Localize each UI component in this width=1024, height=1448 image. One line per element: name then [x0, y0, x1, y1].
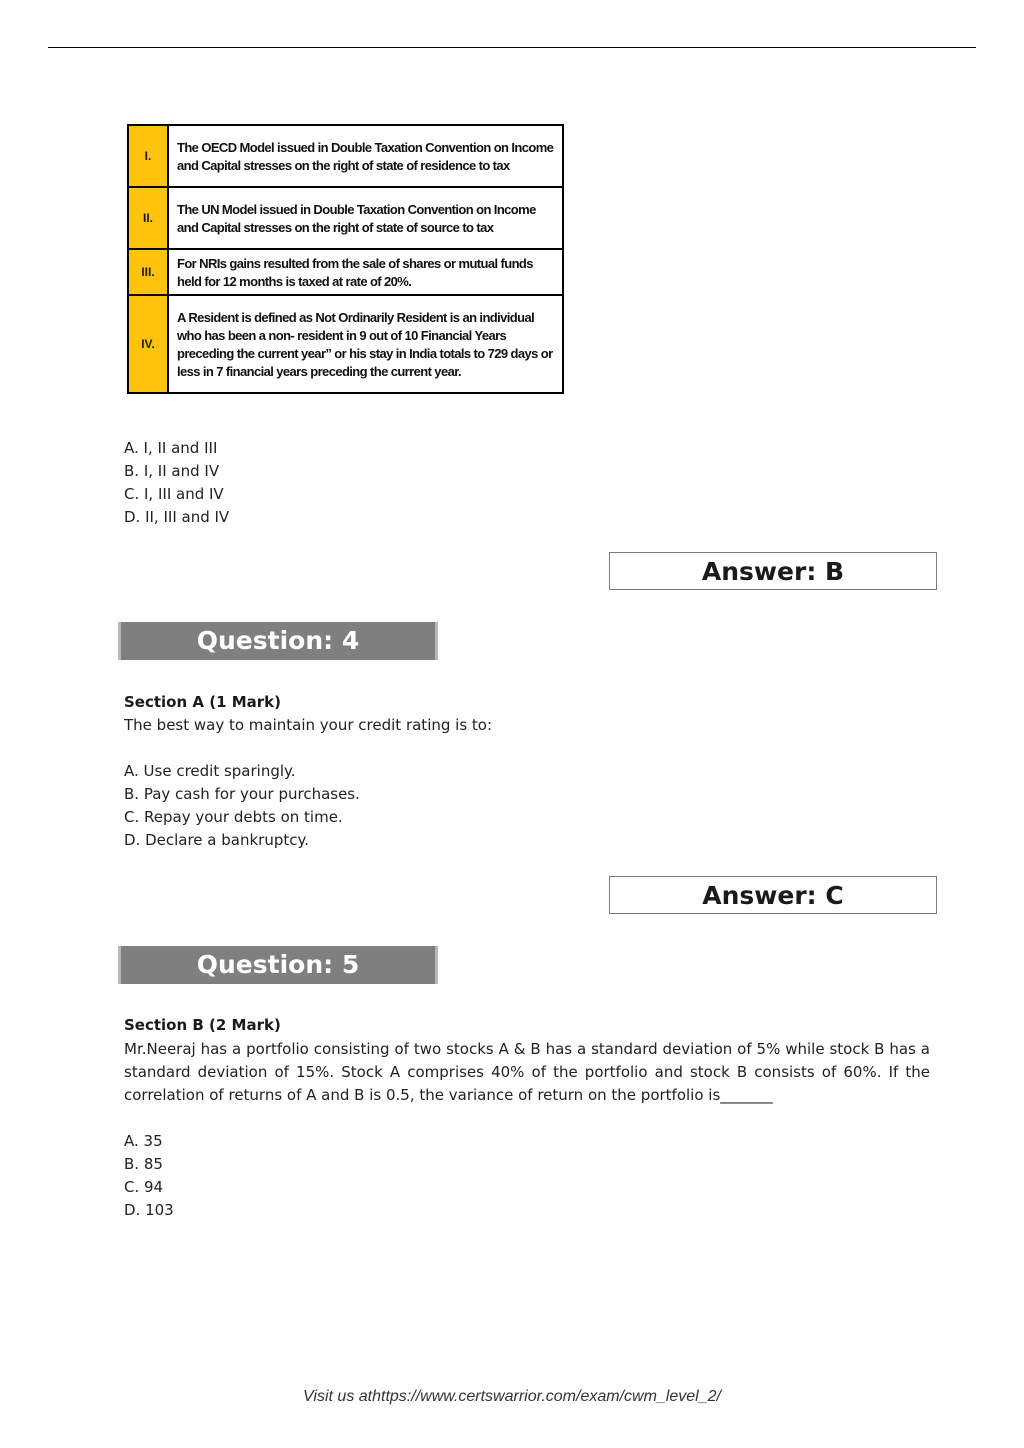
statement-number: III.	[128, 249, 168, 295]
option-a: A. Use credit sparingly.	[124, 762, 296, 780]
q5-options	[124, 1130, 174, 1222]
statement-number: II.	[128, 187, 168, 249]
statement-number: IV.	[128, 295, 168, 393]
option-b: B. 85	[124, 1155, 163, 1173]
statement-text: The UN Model issued in Double Taxation Convention on Income and Capital stresses on the right of state of source to tax	[168, 187, 563, 249]
q4-answer-box: Answer: C	[609, 876, 937, 914]
statement-text: The OECD Model issued in Double Taxation Convention on Income and Capital stresses on the right of state of residence to tax	[168, 125, 563, 187]
statement-row	[128, 249, 563, 295]
statements-table	[127, 124, 564, 394]
statement-row	[128, 187, 563, 249]
q3-answer-box: Answer: B	[609, 552, 937, 590]
option-d: D. 103	[124, 1201, 174, 1219]
option-d: D. II, III and IV	[124, 508, 230, 526]
option-c: C. Repay your debts on time.	[124, 808, 343, 826]
q5-question-text: Mr.Neeraj has a portfolio consisting of two stocks A & B has a standard deviation of 5% while stock B has a standard deviation of 15%. Stock A comprises 40% of the portfolio and stock B consists of 60%. If the correlation of returns of A and B is 0.5, the variance of return on the portfolio is_______	[124, 1040, 930, 1104]
question-4-banner: Question: 4	[118, 622, 438, 660]
header-rule	[48, 47, 976, 48]
q4-options	[124, 760, 360, 852]
q4-question-text: The best way to maintain your credit rating is to:	[124, 716, 493, 734]
statement-row	[128, 295, 563, 393]
option-a: A. 35	[124, 1132, 163, 1150]
question-5-banner: Question: 5	[118, 946, 438, 984]
q3-options	[124, 437, 229, 529]
footer-link[interactable]: Visit us athttps://www.certswarrior.com/exam/cwm_level_2/	[303, 1388, 721, 1405]
statement-number: I.	[128, 125, 168, 187]
statement-row	[128, 125, 563, 187]
q5-section-label: Section B (2 Mark)	[124, 1016, 281, 1034]
option-c: C. I, III and IV	[124, 485, 224, 503]
option-b: B. Pay cash for your purchases.	[124, 785, 360, 803]
statement-text: For NRIs gains resulted from the sale of shares or mutual funds held for 12 months is taxed at rate of 20%.	[168, 249, 563, 295]
option-c: C. 94	[124, 1178, 164, 1196]
option-b: B. I, II and IV	[124, 462, 220, 480]
statement-text: A Resident is defined as Not Ordinarily Resident is an individual who has been a non- resident in 9 out of 10 Financial Years preceding the current year” or his stay in India totals to 729 days or less in 7 financial years preceding the current year.	[168, 295, 563, 393]
option-a: A. I, II and III	[124, 439, 218, 457]
option-d: D. Declare a bankruptcy.	[124, 831, 310, 849]
q4-section-label: Section A (1 Mark)	[124, 693, 282, 711]
